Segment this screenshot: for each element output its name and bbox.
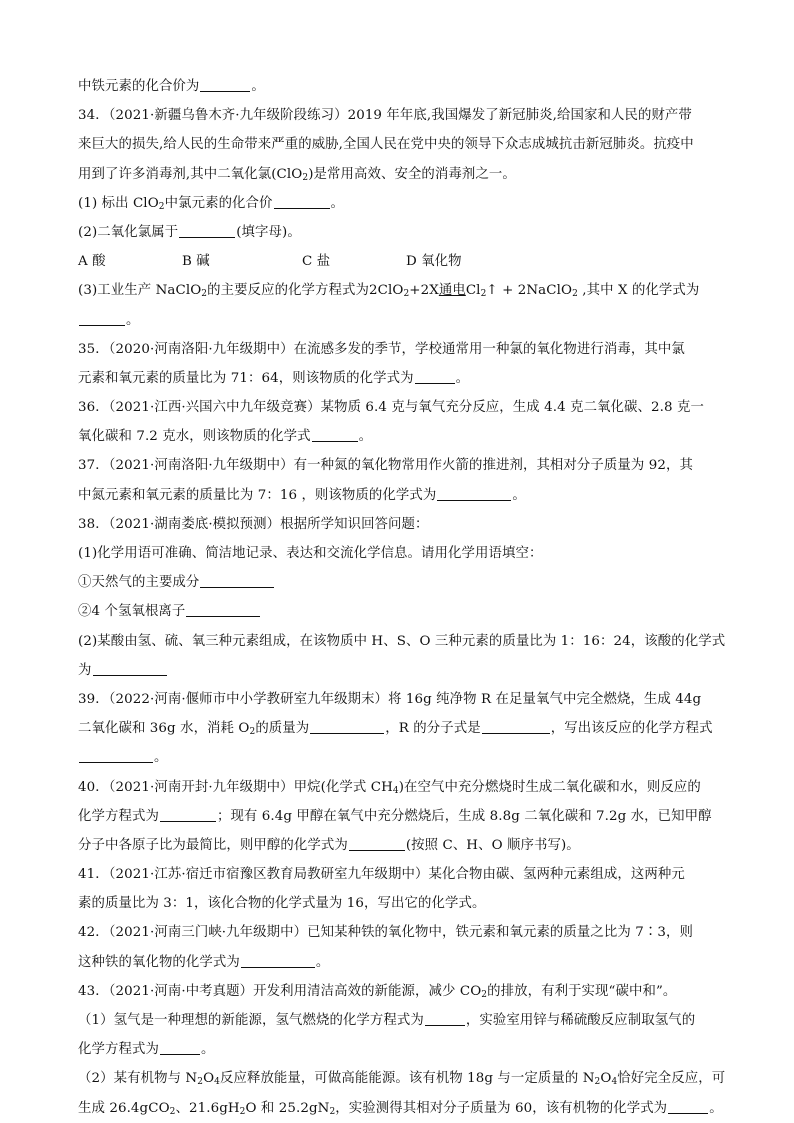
answer-blank[interactable] (482, 719, 550, 734)
worksheet-page (78, 72, 726, 1123)
reaction-condition: 通电 (438, 283, 466, 299)
answer-blank[interactable] (160, 1040, 200, 1055)
q43-line4: （2）某有机物与 $N_2O_4$反应释放能量，可做高能能源。该有机物 18g 与一定质量的 $N_2O_4$恰好完全反应，可 (78, 1071, 726, 1088)
q43-line2: （1）氢气是一种理想的新能源，氢气燃烧的化学方程式为 ，实验室用锌与稀硫酸反应制取氢气的 (78, 1013, 696, 1028)
q43-line5: 生成 26.4gCO$_2$、$21.6gH_2O$ 和 $25.2gN_2$，实验测得其相对分子质量为 60，该有机物的化学式为 。 (78, 1100, 723, 1117)
q43-line1: 43．（2021·河南·中考真题）开发利用清洁高效的新能源，减少 $CO_2$的排放，有利于实现“碳中和”。 (78, 983, 677, 1000)
answer-blank[interactable] (93, 661, 167, 676)
answer-blank[interactable] (668, 1099, 708, 1114)
option-d[interactable]: D 氧化物 (406, 254, 462, 270)
q39-line2: 二氧化碳和 36g 水，消耗 $O_2$的质量为 ，R 的分子式是 ，写出该反应的化学方程式 (78, 721, 713, 738)
q40-line2: 化学方程式为 ；现有 6.4g 甲醇在氧气中充分燃烧后，生成 8.8g 二氧化碳和 7.2g 水，已知甲醇 (78, 808, 712, 824)
q37-line2: 中氮元素和氧元素的质量比为 7：16 ，则该物质的化学式为 。 (78, 487, 526, 503)
answer-blank[interactable] (160, 807, 216, 822)
answer-blank[interactable] (274, 194, 330, 209)
q38-line1: 38．（2021·湖南娄底·模拟预测）根据所学知识回答问题： (78, 516, 429, 532)
q38-line2: (1)化学用语可准确、简洁地记录、表达和交流化学信息。请用化学用语填空： (78, 546, 543, 561)
q35-line2: 元素和氧元素的质量比为 71：64，则该物质的化学式为 。 (78, 370, 470, 386)
answer-blank[interactable] (79, 311, 125, 326)
q38-line4: ②4 个氢氧根离子 (78, 597, 718, 626)
q34-stem-line2: 来巨大的损失,给人民的生命带来严重的威胁,全国人民在党中央的领导下众志成城抗击新冠肺炎。抗疫中 (78, 137, 694, 153)
q34-sub2: (2)二氧化氯属于 (填字母)。 (78, 224, 301, 240)
option-b[interactable]: B 碱 (182, 254, 210, 270)
q34-sub3-answer: 。 (78, 306, 718, 335)
answer-blank[interactable] (241, 953, 315, 968)
q34-sub1: (1) 标出 ClO$_2$中氯元素的化合价 。 (78, 195, 345, 212)
answer-blank[interactable] (425, 1011, 465, 1026)
answer-blank[interactable] (415, 369, 455, 384)
q39-line1: 39．（2022·河南·偃师市中小学教研室九年级期末）将 16g 纯净物 R 在足量氧气中完全燃烧，生成 44g (78, 691, 702, 707)
q36-line2: 氧化碳和 7.2 克水，则该物质的化学式 。 (78, 429, 373, 445)
q43-line3: 化学方程式为 。 (78, 1042, 215, 1058)
q42-line2: 这种铁的氧化物的化学式为 。 (78, 954, 330, 970)
answer-blank[interactable] (349, 836, 405, 851)
q38-line6: 为 (78, 656, 718, 685)
q41-line1: 41．（2021·江苏·宿迁市宿豫区教育局教研室九年级期中）某化合物由碳、氢两种元素组成，这两种元 (78, 867, 685, 883)
q37-line1: 37．（2021·河南洛阳·九年级期中）有一种氮的氧化物常用作火箭的推进剂，其相对分子质量为 92，其 (78, 458, 693, 474)
answer-blank[interactable] (437, 486, 511, 501)
q34-stem-line3: 用到了许多消毒剂,其中二氧化氯(ClO$_2$)是常用高效、安全的消毒剂之一。 (78, 166, 516, 183)
answer-blank[interactable] (179, 223, 235, 238)
q33-tail: 中铁元素的化合价为 。 (78, 79, 265, 94)
q38-line5: (2)某酸由氢、硫、氧三种元素组成，在该物质中 H、S、O 三种元素的质量比为 1：16：24，该酸的化学式 (78, 633, 726, 649)
q41-line2: 素的质量比为 3：1，该化合物的化学式量为 16，写出它的化学式。 (78, 896, 486, 912)
answer-blank[interactable] (310, 719, 384, 734)
q34-stem-line1: 34．（2021·新疆乌鲁木齐·九年级阶段练习）2019 年年底,我国爆发了新冠肺炎,给国家和人民的财产带 (78, 108, 692, 124)
q40-line1: 40．（2021·河南开封·九年级期中）甲烷(化学式 $CH_4$)在空气中充分燃烧时生成二氧化碳和水，则反应的 (78, 779, 701, 796)
q34-options (78, 247, 718, 276)
option-a[interactable]: A 酸 (78, 254, 106, 270)
answer-blank[interactable] (312, 427, 358, 442)
answer-blank[interactable] (200, 573, 274, 588)
q38-line3: ①天然气的主要成分 (78, 568, 718, 597)
answer-blank[interactable] (186, 602, 260, 617)
q35-line1: 35．（2020·河南洛阳·九年级期中）在流感多发的季节，学校通常用一种氯的氧化物进行消毒，其中氯 (78, 341, 685, 357)
q40-line3: 分子中各原子比为最简比，则甲醇的化学式为 (按照 C、H、O 顺序书写)。 (78, 837, 580, 853)
q36-line1: 36．（2021·江西·兴国六中九年级竞赛）某物质 6.4 克与氧气充分反应，生成 4.4 克二氧化碳、2.8 克一 (78, 400, 704, 416)
q39-line3: 。 (78, 743, 718, 772)
q34-sub3: (3)工业生产 NaClO$_2$的主要反应的化学方程式为2ClO$_2$+2X通电$Cl_2↑$ + 2NaClO$_2$ ,其中 X 的化学式为 (78, 283, 700, 300)
option-c[interactable]: C 盐 (302, 254, 331, 270)
q42-line1: 42．（2021·河南三门峡·九年级期中）已知某种铁的氧化物中，铁元素和氧元素的质量之比为 7∶3，则 (78, 925, 693, 941)
answer-blank[interactable] (79, 748, 153, 763)
answer-blank[interactable] (200, 77, 250, 92)
